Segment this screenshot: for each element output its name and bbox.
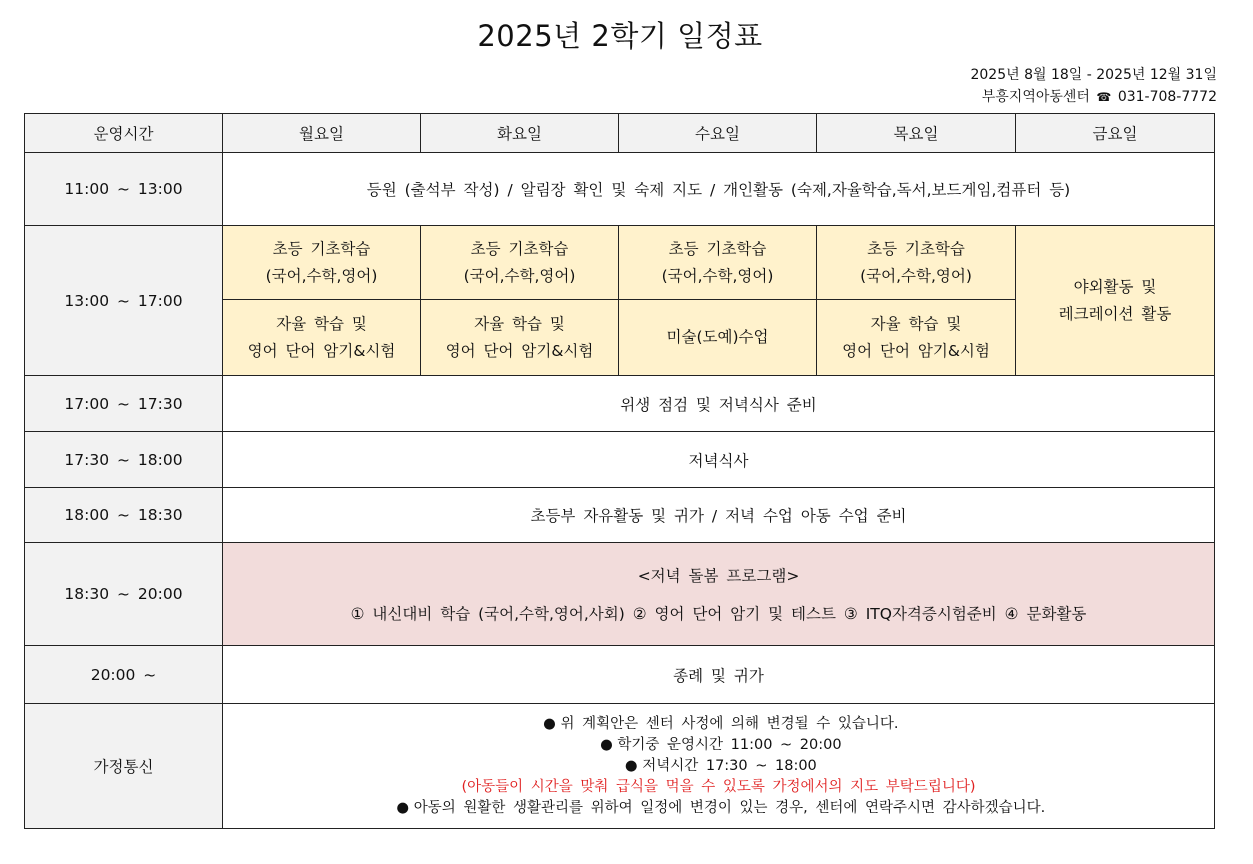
notice-cell xyxy=(223,704,1215,829)
time-cell: 18:30 ~ 20:00 xyxy=(25,543,223,646)
table-row xyxy=(25,153,1215,226)
table-row xyxy=(25,376,1215,432)
notice-text: 학기중 운영시간 11:00 ~ 20:00 xyxy=(617,736,842,753)
outdoor-line: 야외활동 및 xyxy=(1073,277,1157,296)
table-row xyxy=(25,543,1215,646)
time-cell: 20:00 ~ xyxy=(25,646,223,704)
study-line: (국어,수학,영어) xyxy=(860,266,972,285)
study-line: 미술(도예)수업 xyxy=(666,328,769,346)
table-row xyxy=(25,488,1215,543)
table-row xyxy=(25,704,1215,829)
header-monday: 월요일 xyxy=(223,114,421,153)
header-tuesday: 화요일 xyxy=(421,114,619,153)
table-row xyxy=(25,646,1215,704)
study-line: 자율 학습 및 xyxy=(276,314,367,333)
center-contact xyxy=(982,86,1217,106)
study-line: 자율 학습 및 xyxy=(870,314,962,333)
study-line: 초등 기초학습 xyxy=(470,239,569,258)
notice-item xyxy=(227,798,1210,819)
bullet-icon: ● xyxy=(600,736,613,753)
header-friday: 금요일 xyxy=(1016,114,1215,153)
activity-cell: 등원 (출석부 작성) / 알림장 확인 및 숙제 지도 / 개인활동 (숙제,자율학습,독서,보드게임,컴퓨터 등) xyxy=(223,153,1215,226)
study-cell-thursday xyxy=(817,226,1016,300)
notice-item xyxy=(227,714,1210,735)
page-title: 2025년 2학기 일정표 xyxy=(477,19,763,53)
study-cell-wednesday xyxy=(619,226,817,300)
study-cell-monday xyxy=(223,226,421,300)
bullet-icon: ● xyxy=(624,757,638,774)
schedule-period: 2025년 8월 18일 - 2025년 12월 31일 xyxy=(970,67,1217,83)
time-cell: 18:00 ~ 18:30 xyxy=(25,488,223,543)
table-row xyxy=(25,226,1215,300)
study-line: 자율 학습 및 xyxy=(474,314,565,333)
study-line: 영어 단어 암기&시험 xyxy=(247,341,396,360)
time-cell: 17:30 ~ 18:00 xyxy=(25,432,223,488)
header-thursday: 목요일 xyxy=(817,114,1016,153)
self-study-cell-monday xyxy=(223,300,421,376)
notice-item xyxy=(227,735,1210,756)
activity-cell: 종례 및 귀가 xyxy=(223,646,1215,704)
self-study-cell-tuesday xyxy=(421,300,619,376)
notice-red-note: (아동들이 시간을 맞춰 급식을 먹을 수 있도록 가정에서의 지도 부탁드립니다) xyxy=(461,778,976,795)
phone-number: 031-708-7772 xyxy=(1117,89,1217,105)
outdoor-line: 레크레이션 활동 xyxy=(1058,304,1172,323)
schedule-table xyxy=(24,113,1215,829)
notice-text: 위 계획안은 센터 사정에 의해 변경될 수 있습니다. xyxy=(560,715,899,732)
header-wednesday: 수요일 xyxy=(619,114,817,153)
study-line: 초등 기초학습 xyxy=(272,239,371,258)
bullet-icon: ● xyxy=(543,715,556,732)
notice-text: 아동의 원활한 생활관리를 위하여 일정에 변경이 있는 경우, 센터에 연락주시면 감사하겠습니다. xyxy=(413,799,1046,816)
evening-program-cell xyxy=(223,543,1215,646)
study-line: (국어,수학,영어) xyxy=(265,266,378,285)
activity-cell: 위생 점검 및 저녁식사 준비 xyxy=(223,376,1215,432)
program-title: <저녁 돌봄 프로그램> xyxy=(637,567,800,585)
notice-label: 가정통신 xyxy=(25,704,223,829)
time-cell: 11:00 ~ 13:00 xyxy=(25,153,223,226)
study-line: (국어,수학,영어) xyxy=(463,266,576,285)
activity-cell: 초등부 자유활동 및 귀가 / 저녁 수업 아동 수업 준비 xyxy=(223,488,1215,543)
study-line: 영어 단어 암기&시험 xyxy=(445,341,594,360)
study-line: (국어,수학,영어) xyxy=(661,266,774,285)
outdoor-cell-friday xyxy=(1016,226,1215,376)
header-time: 운영시간 xyxy=(25,114,223,153)
bullet-icon: ● xyxy=(396,799,410,816)
header-row xyxy=(25,114,1215,153)
study-line: 초등 기초학습 xyxy=(668,239,767,258)
program-items: ① 내신대비 학습 (국어,수학,영어,사회) ② 영어 단어 암기 및 테스트 ③ ITQ자격증시험준비 ④ 문화활동 xyxy=(350,605,1087,623)
notice-item xyxy=(227,756,1210,777)
study-line: 영어 단어 암기&시험 xyxy=(842,341,990,360)
time-cell: 17:00 ~ 17:30 xyxy=(25,376,223,432)
notice-text: 저녁시간 17:30 ~ 18:00 xyxy=(642,757,817,774)
study-line: 초등 기초학습 xyxy=(867,239,965,258)
activity-cell: 저녁식사 xyxy=(223,432,1215,488)
art-class-cell-wednesday xyxy=(619,300,817,376)
self-study-cell-thursday xyxy=(817,300,1016,376)
center-name: 부흥지역아동센터 xyxy=(981,89,1090,105)
table-row xyxy=(25,432,1215,488)
phone-icon: ☎ xyxy=(1096,90,1112,104)
time-cell: 13:00 ~ 17:00 xyxy=(25,226,223,376)
study-cell-tuesday xyxy=(421,226,619,300)
